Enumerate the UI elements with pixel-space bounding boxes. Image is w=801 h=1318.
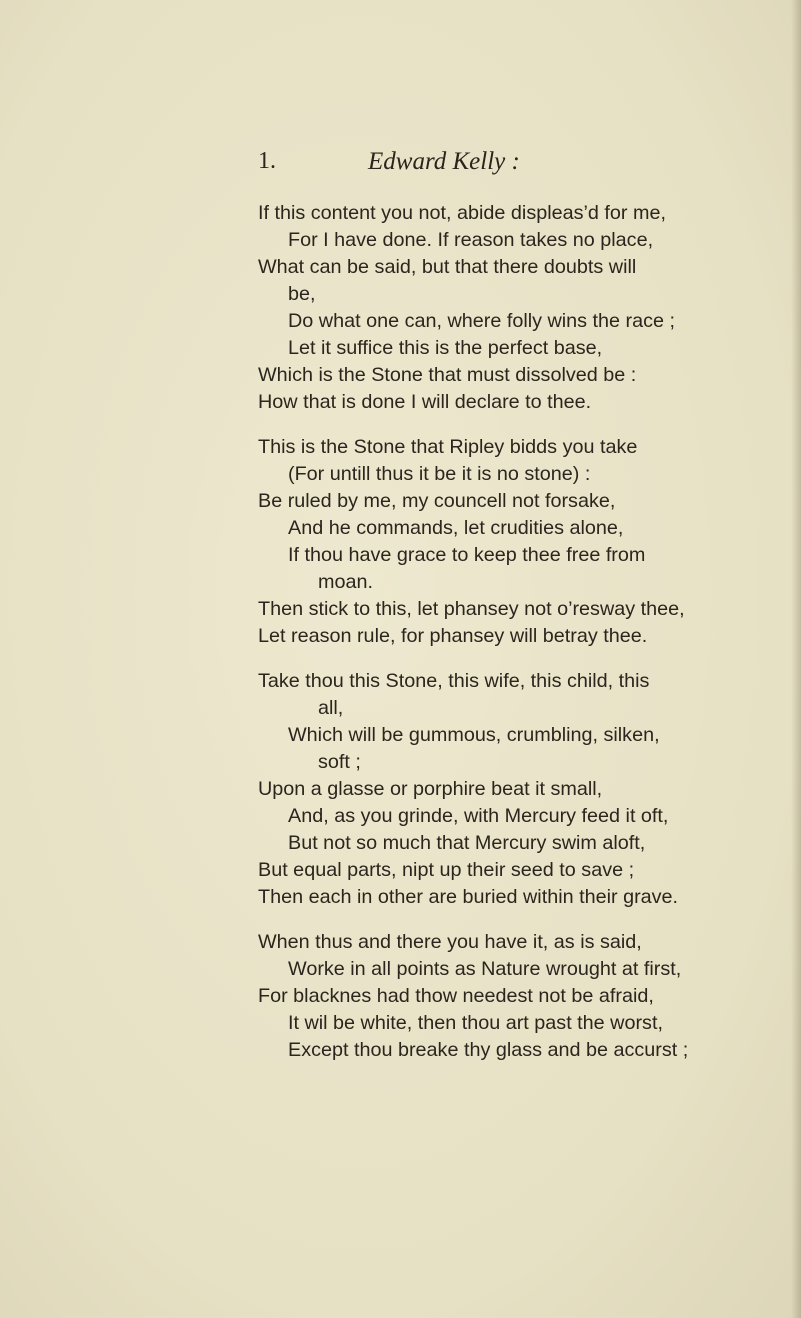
stanza xyxy=(258,668,798,911)
poem-line: Then stick to this, let phansey not o’resway thee, xyxy=(258,598,685,620)
page-folio: 1. xyxy=(258,148,276,174)
poem-line: Which is the Stone that must dissolved be : xyxy=(258,364,637,386)
stanza xyxy=(258,434,798,650)
poem-line: soft ; xyxy=(318,751,361,773)
poem-line: Let it suffice this is the perfect base, xyxy=(288,337,603,359)
poem-line: Which will be gummous, crumbling, silken, xyxy=(288,724,660,746)
running-title: Edward Kelly : xyxy=(368,148,520,175)
poem-line: It wil be white, then thou art past the worst, xyxy=(288,1012,663,1034)
poem-line: When thus and there you have it, as is said, xyxy=(258,931,642,953)
poem-line: moan. xyxy=(318,571,373,593)
poem-line: But equal parts, nipt up their seed to save ; xyxy=(258,859,635,881)
poem-line: This is the Stone that Ripley bidds you take xyxy=(258,436,638,458)
poem-line: Be ruled by me, my councell not forsake, xyxy=(258,490,616,512)
poem-line: be, xyxy=(288,283,316,305)
poem-line: But not so much that Mercury swim aloft, xyxy=(288,832,646,854)
poem-line: What can be said, but that there doubts will xyxy=(258,256,637,278)
poem-line: Take thou this Stone, this wife, this child, this xyxy=(258,670,650,692)
stanza xyxy=(258,929,798,1064)
stanza xyxy=(258,200,798,416)
poem-line: How that is done I will declare to thee. xyxy=(258,391,592,413)
running-head xyxy=(258,148,738,182)
poem-body xyxy=(258,200,798,1082)
poem-line: all, xyxy=(318,697,344,719)
poem-line: Upon a glasse or porphire beat it small, xyxy=(258,778,603,800)
poem-line: For blacknes had thow needest not be afraid, xyxy=(258,985,654,1007)
poem-line: For I have done. If reason takes no place, xyxy=(288,229,654,251)
poem-line: Then each in other are buried within their grave. xyxy=(258,886,679,908)
poem-line: If thou have grace to keep thee free from xyxy=(288,544,646,566)
poem-line: Let reason rule, for phansey will betray thee. xyxy=(258,625,648,647)
poem-line: Do what one can, where folly wins the race ; xyxy=(288,310,676,332)
poem-line: Worke in all points as Nature wrought at first, xyxy=(288,958,682,980)
poem-line: Except thou breake thy glass and be accurst ; xyxy=(288,1039,689,1061)
poem-line: (For untill thus it be it is no stone) : xyxy=(288,463,591,485)
poem-line: And, as you grinde, with Mercury feed it oft, xyxy=(288,805,669,827)
poem-line: If this content you not, abide displeas’d for me, xyxy=(258,202,666,224)
poem-line: And he commands, let crudities alone, xyxy=(288,517,624,539)
